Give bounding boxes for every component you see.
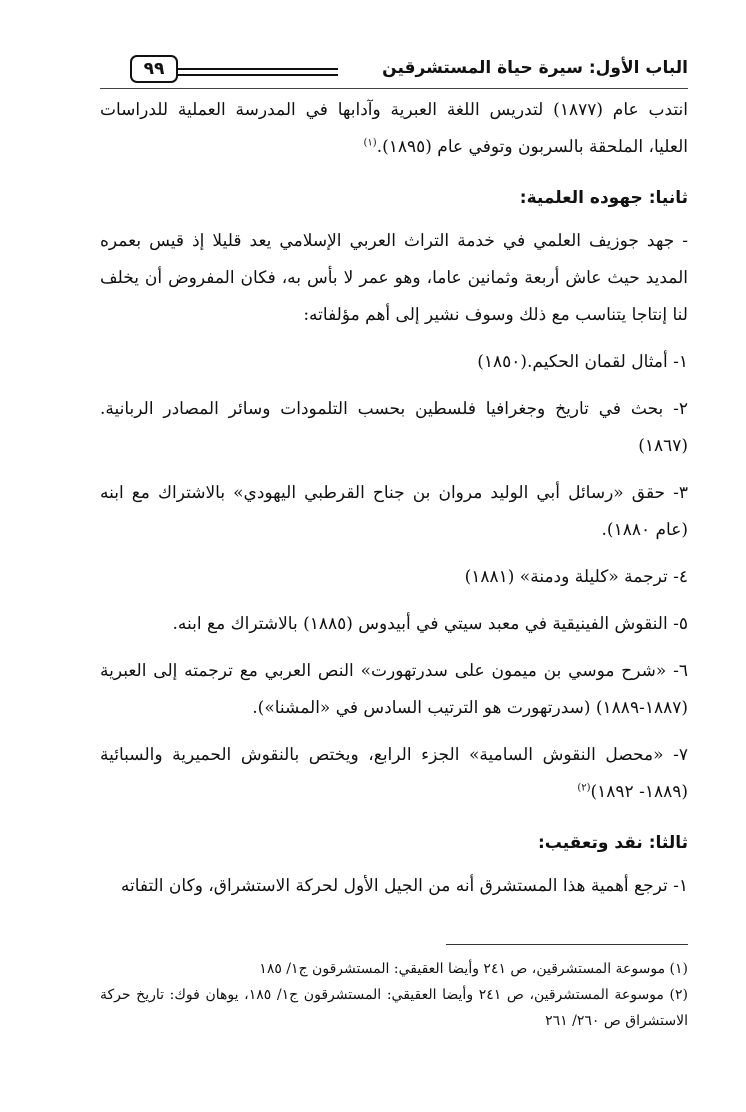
footnote-separator [446, 944, 688, 945]
footnote-ref-1: (١) [363, 137, 377, 149]
work-item-7-wrapper [100, 737, 688, 811]
footnote-2: (٢) موسوعة المستشرقين، ص ٢٤١ وأيضا العقيقي: المستشرقون ج١/ ١٨٥، يوهان فوك: تاريخ حركة الاستشراق ص ٢٦٠/ ٢٦١ [100, 987, 689, 1029]
work-item-2: ٢- بحث في تاريخ وجغرافيا فلسطين بحسب التلمودات وسائر المصادر الربانية.(١٨٦٧) [100, 399, 688, 456]
intro-line-2: الملحقة بالسربون وتوفي عام (١٨٩٥). [376, 137, 644, 157]
critique-paragraph: ١- ترجع أهمية هذا المستشرق أنه من الجيل الأول لحركة الاستشراق، وكان التفاته [120, 876, 688, 896]
intro-paragraph [100, 92, 688, 166]
work-item-6: ٦- «شرح موسي بن ميمون على سدرتهورت» النص العربي مع ترجمته إلى العبرية (١٨٨٧-١٨٨٩) (سدرتهورت هو الترتيب السادس في «المشنا»). [100, 661, 688, 718]
efforts-paragraph: - جهد جوزيف العلمي في خدمة التراث العربي الإسلامي يعد قليلا إذ قيس بعمره المديد حيث عاش أربعة وثمانين عاما، وهو عمر لا بأس به، فكان المفروض أن يخلف لنا إنتاجا يتناسب مع ذلك وسوف نشير إلى أهم مؤلفاته: [100, 231, 688, 325]
header-decorative-line [178, 68, 338, 70]
work-item-4: ٤- ترجمة «كليلة ودمنة» (١٨٨١) [464, 567, 688, 587]
work-item-1: ١- أمثال لقمان الحكيم.(١٨٥٠) [477, 352, 688, 372]
work-item-3: ٣- حقق «رسائل أبي الوليد مروان بن جناح القرطبي اليهودي» بالاشتراك مع ابنه (عام ١٨٨٠). [100, 483, 688, 540]
work-item-7: ٧- «محصل النقوش السامية» الجزء الرابع، ويختص بالنقوش الحميرية والسبائية (١٨٨٩- ١٨٩٢) [100, 745, 688, 802]
footnote-ref-2: (٢) [577, 782, 591, 794]
page-header [100, 52, 688, 92]
footnotes [100, 956, 688, 1034]
intro-line-1: انتدب عام (١٨٧٧) لتدريس اللغة العبرية وآدابها في المدرسة العملية للدراسات العليا، [100, 100, 688, 157]
header-rule [100, 88, 688, 89]
section-heading-efforts: ثانيا: جهوده العلمية: [519, 188, 688, 208]
page-body [100, 92, 688, 905]
work-item-5: ٥- النقوش الفينيقية في معبد سيتي في أبيدوس (١٨٨٥) بالاشتراك مع ابنه. [172, 614, 688, 634]
section-heading-critique: ثالثا: نقد وتعقيب: [537, 833, 688, 853]
footnote-1: (١) موسوعة المستشرقين، ص ٢٤١ وأيضا العقيقي: المستشرقون ج١/ ١٨٥ [259, 961, 688, 977]
header-decorative-line [178, 74, 338, 76]
chapter-title: الباب الأول: سيرة حياة المستشرقين [382, 58, 688, 78]
page-number: ٩٩ [130, 55, 178, 83]
